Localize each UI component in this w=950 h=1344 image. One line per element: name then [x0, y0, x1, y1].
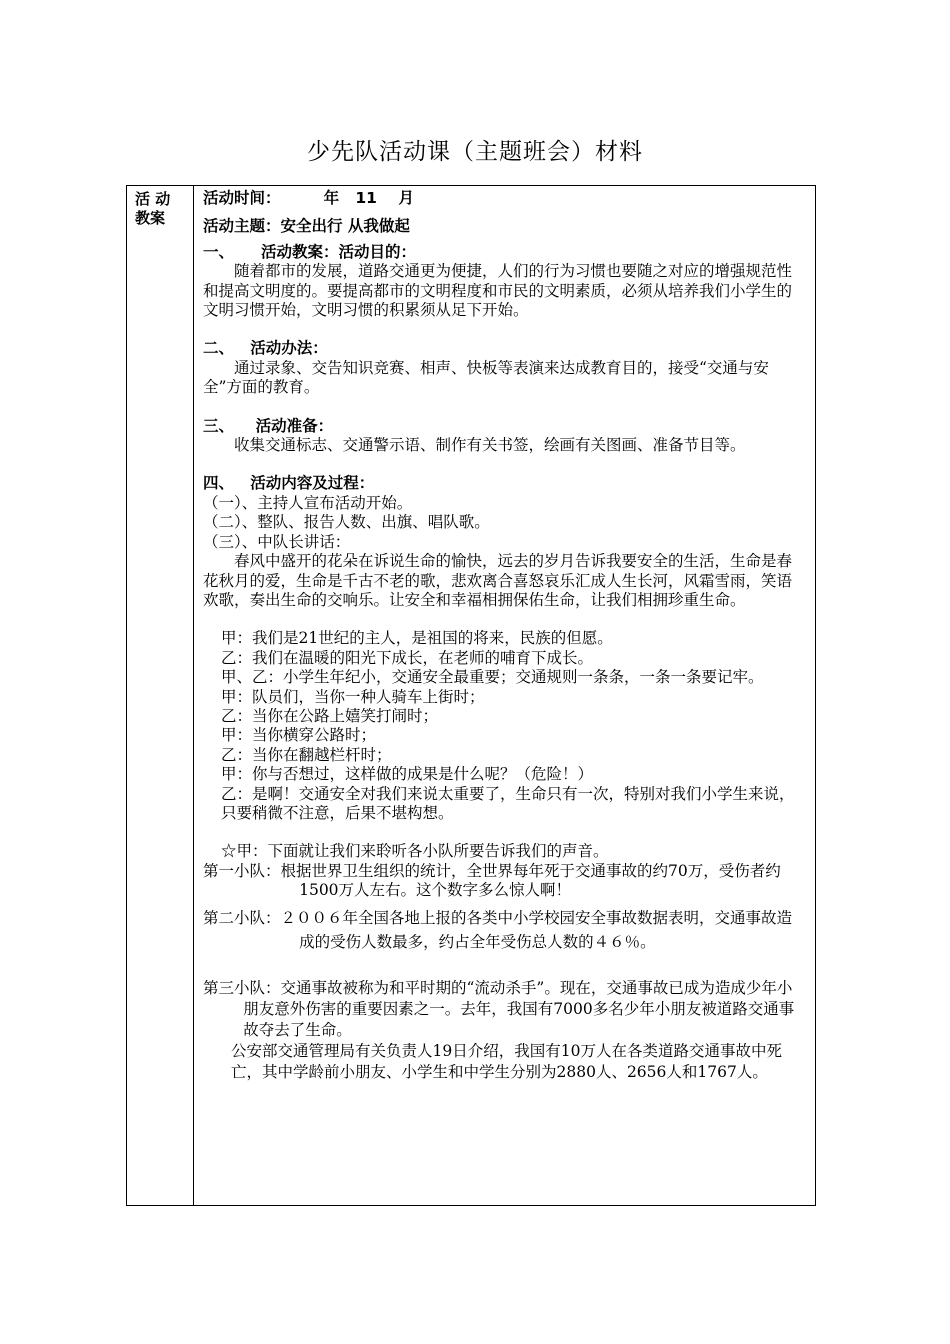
section-1-body: 随着都市的发展，道路交通更为便捷，人们的行为习惯也要随之对应的增强规范性和提高文明度的。要提高都市的文明程度和市民的文明素质，必须从培养我们小学生的文明习惯开始，文明习惯的积累须从足下开始。 — [203, 262, 793, 320]
lesson-content — [203, 189, 807, 1083]
section-3-body: 收集交通标志、交通警示语、制作有关书签，绘画有关图画、准备节目等。 — [234, 436, 746, 455]
step-2: （二）、整队、报告人数、出旗、唱队歌。 — [203, 513, 490, 532]
dialogue-line-8: 甲：你与否想过，这样做的成果是什么呢？（危险！） — [221, 765, 594, 784]
dialogue-line-3: 甲、乙：小学生年纪小，交通安全最重要；交通规则一条条，一条一条要记牢。 — [221, 668, 764, 687]
lesson-table — [126, 185, 816, 1206]
dialogue-line-9: 乙：是啊！交通安全对我们来说太重要了，生命只有一次，特别对我们小学生来说，只要稍微不注意，后果不堪构想。 — [221, 784, 795, 822]
dialogue-line-2: 乙：我们在温暖的阳光下成长，在老师的哺育下成长。 — [221, 648, 594, 667]
section-2-body: 通过录象、交告知识竞赛、相声、快板等表演来达成教育目的，接受“交通与安全”方面的教育。 — [203, 358, 769, 397]
squad-2-report: 第二小队：２００６年全国各地上报的各类中小学校园安全事故数据表明，交通事故造成的受伤人数最多，约占全年受伤总人数的４６％。 — [203, 908, 793, 951]
section-4-heading: 四、 活动内容及过程： — [203, 474, 375, 493]
activity-theme: 活动主题：安全出行 从我做起 — [203, 217, 410, 236]
dialogue-line-6: 甲：当你横穿公路时； — [221, 726, 377, 745]
column-divider — [193, 186, 194, 1205]
captain-speech: 春风中盛开的花朵在诉说生命的愉快，远去的岁月告诉我要安全的生活，生命是春花秋月的爱，生命是千古不老的歌，悲欢离合喜怒哀乐汇成人生长河，风霜雪雨，笑语欢歌，奏出生命的交响乐。让安全和幸福相拥保佑生命，让我们相拥珍重生命。 — [203, 552, 793, 609]
activity-time: 活动时间： 年 11 月 — [203, 189, 415, 207]
row-label-line-1: 活 动 — [135, 190, 171, 208]
dialogue-line-10: ☆甲：下面就让我们来聆听各小队所要告诉我们的声音。 — [221, 842, 609, 861]
step-3: （三）、中队长讲话： — [203, 532, 351, 551]
step-1: （一）、主持人宣布活动开始。 — [203, 493, 413, 512]
row-label-line-2: 教案 — [135, 209, 166, 227]
squad-3-report: 第三小队：交通事故被称为和平时期的“流动杀手”。现在，交通事故已成为造成少年小朋友意外伤害的重要因素之一。去年，我国有7000多名少年小朋友被道路交通事故夺去了生命。 — [203, 978, 795, 1039]
squad-3-statistics: 公安部交通管理局有关负责人19日介绍，我国有10万人在各类道路交通事故中死亡，其中学龄前小朋友、小学生和中学生分别为2880人、2656人和1767人。 — [231, 1041, 782, 1081]
dialogue-line-7: 乙：当你在翻越栏杆时； — [221, 745, 392, 764]
dialogue-line-5: 乙：当你在公路上嬉笑打闹时； — [221, 706, 439, 725]
page-title: 少先队活动课（主题班会）材料 — [307, 139, 643, 165]
section-2-heading: 二、 活动办法： — [203, 339, 328, 358]
row-label — [135, 190, 187, 228]
dialogue-line-1: 甲：我们是21世纪的主人，是祖国的将来，民族的但愿。 — [221, 629, 613, 648]
dialogue-line-4: 甲：队员们，当你一种人骑车上街时； — [221, 687, 485, 706]
squad-1-report: 第一小队：根据世界卫生组织的统计，全世界每年死于交通事故的约70万，受伤者约1500万人左右。这个数字多么惊人啊！ — [203, 861, 781, 900]
section-1-heading: 一、 活动教案：活动目的： — [203, 242, 416, 261]
section-3-heading: 三、 活动准备： — [203, 416, 334, 435]
